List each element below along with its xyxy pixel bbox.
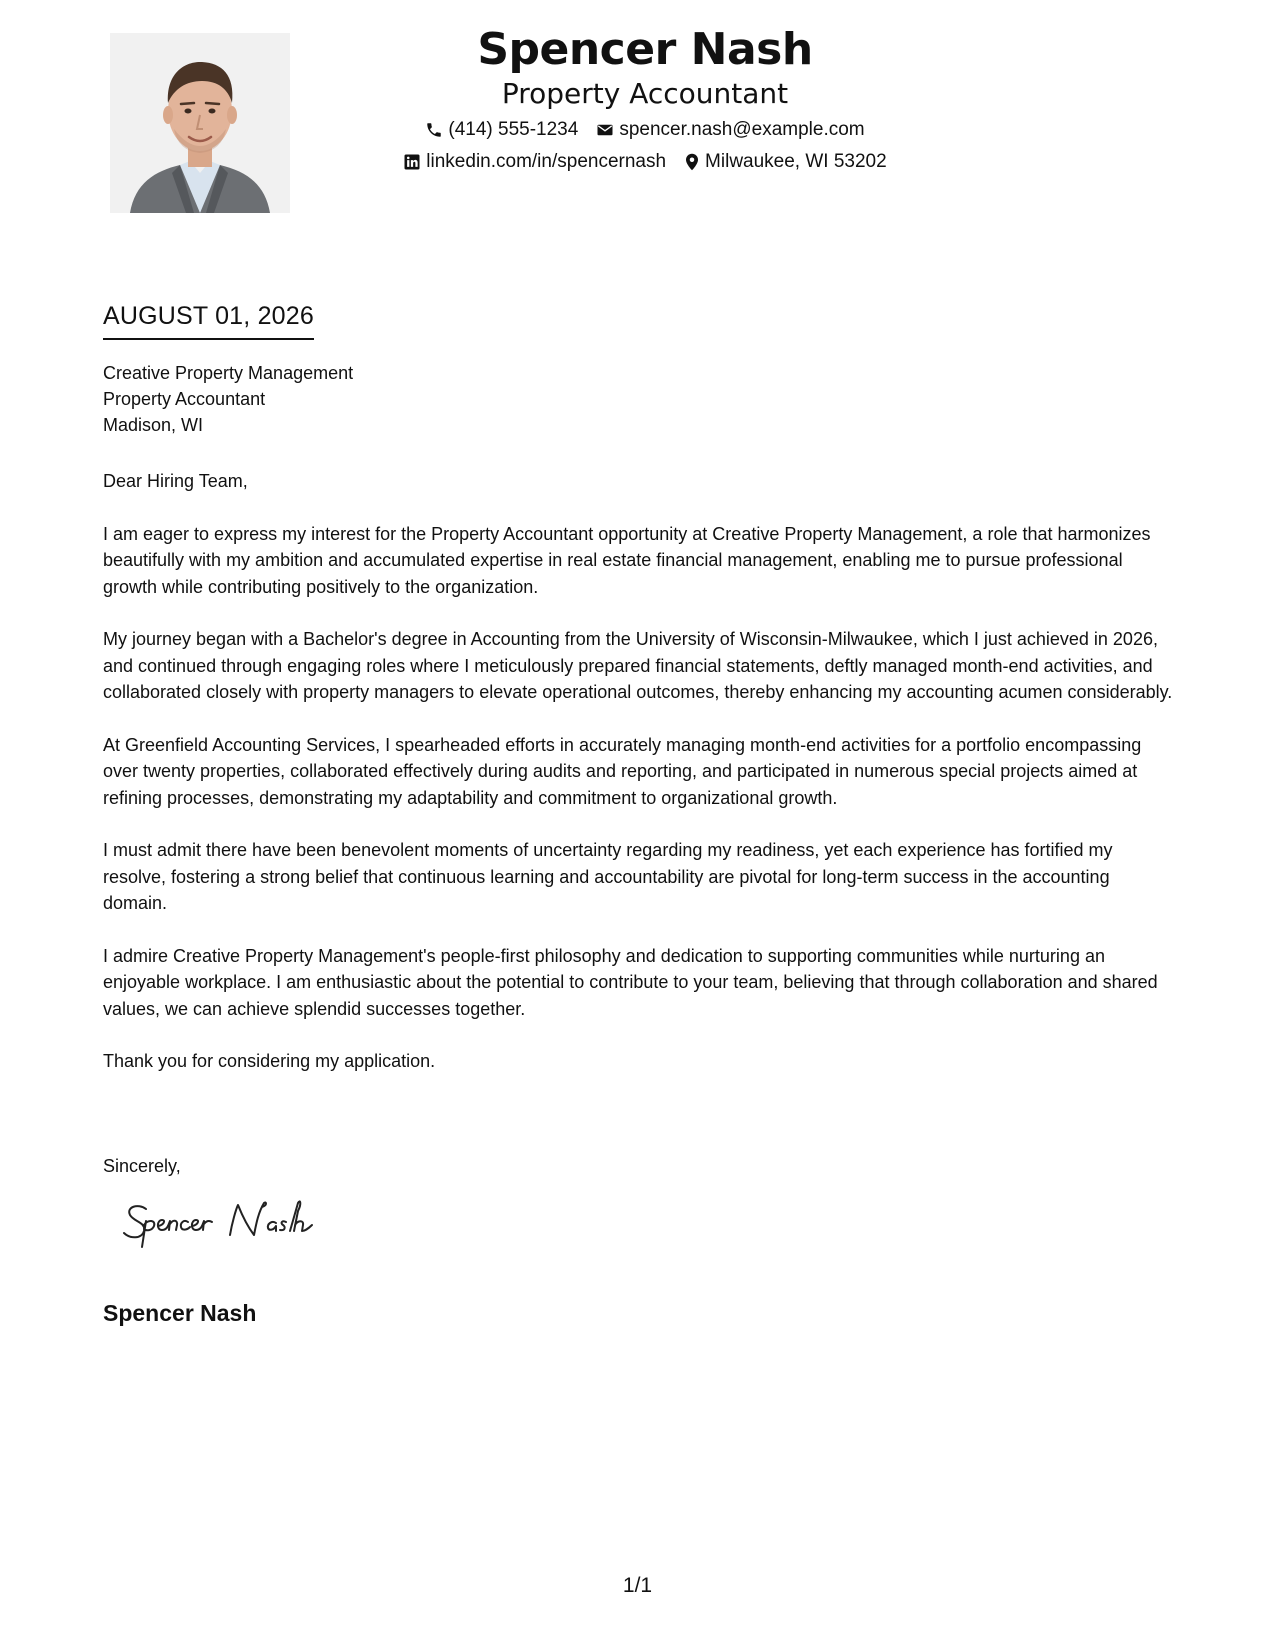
- page-indicator: 1/1: [622, 1574, 653, 1597]
- contact-row-2: [330, 150, 960, 174]
- greeting: Dear Hiring Team,: [103, 471, 248, 491]
- linkedin-text[interactable]: linkedin.com/in/spencernash: [426, 151, 667, 172]
- profile-photo: [110, 33, 290, 213]
- applicant-name: Spencer Nash: [477, 24, 813, 75]
- contact-phone: [425, 118, 578, 142]
- body-paragraph: My journey began with a Bachelor's degree in Accounting from the University of Wisconsin-Milwaukee, which I just achieved in 2026, and continued through engaging roles where I meticulously prepared financial statements, deftly managed month-end activities, and collaborated closely with property managers to elevate operational outcomes, thereby enhancing my accounting acumen considerably.: [103, 629, 1173, 702]
- phone-text: (414) 555-1234: [448, 119, 579, 140]
- contact-location: [684, 150, 887, 174]
- phone-icon: [425, 121, 443, 139]
- recipient-block: [103, 360, 353, 438]
- envelope-icon: [596, 121, 614, 139]
- linkedin-icon: [403, 153, 421, 171]
- signer-name: Spencer Nash: [103, 1300, 257, 1326]
- map-pin-icon: [684, 153, 700, 171]
- contact-linkedin[interactable]: [403, 150, 666, 174]
- letter-body: [103, 468, 1178, 1101]
- body-paragraph: I admire Creative Property Management's people-first philosophy and dedication to supporting communities while nurturing an enjoyable workplace. I am enthusiastic about the potential to contribute to your team, believing that through collaboration and shared values, we can achieve splendid successes together.: [103, 945, 1158, 1019]
- email-text[interactable]: spencer.nash@example.com: [619, 119, 865, 140]
- body-paragraph: At Greenfield Accounting Services, I spearheaded efforts in accurately managing month-end activities for a portfolio encompassing over twenty properties, collaborated effectively during audits and reporting, and participated in numerous special projects aimed at refining processes, demonstrating my adaptability and commitment to organizational growth.: [103, 734, 1142, 808]
- date-block: [103, 298, 314, 340]
- recipient-location: Madison, WI: [103, 415, 204, 435]
- body-paragraph: I must admit there have been benevolent moments of uncertainty regarding my readiness, yet each experience has fortified my resolve, fostering a strong belief that continuous learning and accountability are pivotal for long-term success in the accounting domain.: [103, 840, 1113, 913]
- letter-date: AUGUST 01, 2026: [103, 298, 314, 340]
- profile-photo-image: [110, 33, 290, 213]
- closing: Sincerely,: [103, 1156, 181, 1176]
- handwritten-signature: [122, 1195, 342, 1253]
- location-text: Milwaukee, WI 53202: [705, 151, 887, 172]
- recipient-position: Property Accountant: [103, 389, 266, 409]
- body-paragraph: I am eager to express my interest for the Property Accountant opportunity at Creative Property Management, a role that harmonizes beautifully with my ambition and accumulated expertise in real estate financial management, enabling me to pursue professional growth while contributing positively to the organization.: [103, 523, 1151, 597]
- signature-image: [122, 1195, 342, 1253]
- applicant-title: Property Accountant: [501, 77, 789, 110]
- contact-email[interactable]: [596, 118, 864, 142]
- body-paragraph: Thank you for considering my application.: [103, 1051, 436, 1071]
- header: [330, 22, 960, 174]
- contact-row-1: [330, 118, 960, 142]
- recipient-company: Creative Property Management: [103, 363, 354, 383]
